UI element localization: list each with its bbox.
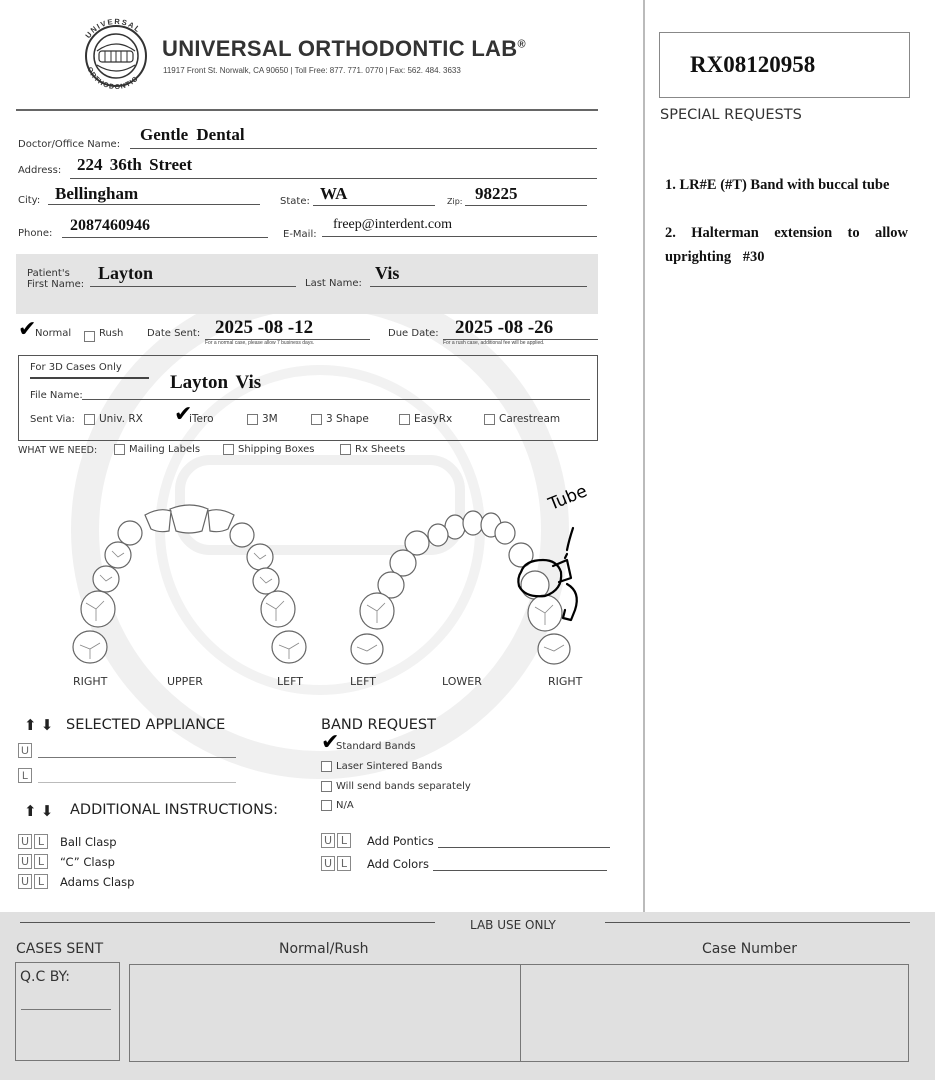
email-value[interactable]: freep@interdent.com	[333, 217, 453, 232]
phone-line	[62, 237, 268, 238]
qc-signature-line	[21, 1009, 111, 1010]
office-line	[130, 148, 597, 149]
normal-rush-box[interactable]	[129, 964, 521, 1062]
lower-right-label: RIGHT	[548, 675, 583, 688]
band-standard[interactable]: Standard Bands	[336, 741, 416, 752]
band-request-heading: BAND REQUEST	[321, 717, 436, 733]
address-label: Address:	[18, 165, 62, 176]
three-d-heading: For 3D Cases Only	[30, 362, 122, 373]
need-rx-sheets[interactable]: Rx Sheets	[340, 444, 405, 455]
zip-value[interactable]: 98225	[475, 184, 518, 203]
city-value[interactable]: Bellingham	[55, 184, 139, 203]
last-name-value[interactable]: Vis	[375, 263, 400, 283]
sent-via-carestream[interactable]: Carestream	[484, 413, 560, 425]
office-value[interactable]: Gentle Dental	[140, 125, 245, 144]
last-name-line	[370, 286, 587, 287]
standard-bands-checkmark-icon: ✔	[321, 729, 340, 754]
band-send-separately[interactable]: Will send bands separately	[321, 781, 471, 792]
sent-via-easyrx[interactable]: EasyRx	[399, 413, 452, 425]
zip-label: Zip:	[447, 197, 463, 206]
lower-label: LOWER	[442, 675, 482, 688]
rx-number: RX08120958	[690, 52, 816, 77]
three-d-heading-rule	[30, 377, 149, 379]
adams-clasp-row[interactable]: U L Adams Clasp	[18, 874, 134, 889]
upper-arch-chart[interactable]	[60, 495, 320, 670]
rush-checkbox[interactable]	[84, 328, 99, 346]
appliance-upper-row[interactable]: U	[18, 743, 236, 758]
last-name-label: Last Name:	[305, 278, 362, 289]
first-name-line	[90, 286, 296, 287]
sent-via-3m[interactable]: 3M	[247, 413, 278, 425]
special-requests-heading: SPECIAL REQUESTS	[660, 107, 802, 123]
ball-clasp-row[interactable]: U L Ball Clasp	[18, 834, 117, 849]
sent-via-univ-rx[interactable]: Univ. RX	[84, 413, 143, 425]
lab-logo	[75, 15, 157, 97]
c-clasp-row[interactable]: U L “C” Clasp	[18, 854, 115, 869]
first-name-value[interactable]: Layton	[98, 263, 154, 283]
file-name-label: File Name:	[30, 390, 83, 401]
lower-left-label: LEFT	[350, 675, 376, 688]
column-divider	[643, 0, 645, 912]
up-down-arrow-icon: ⬆ ⬇	[24, 803, 54, 820]
add-pontics-row[interactable]: U L Add Pontics	[321, 833, 610, 848]
normal-label[interactable]: Normal	[35, 328, 72, 339]
city-line	[48, 204, 260, 205]
due-date-value[interactable]: 2025 -08 -26	[455, 317, 554, 338]
header-rule	[16, 109, 598, 111]
phone-value[interactable]: 2087460946	[70, 217, 150, 234]
sent-via-3shape[interactable]: 3 Shape	[311, 413, 369, 425]
qc-by-label: Q.C BY:	[20, 969, 70, 985]
special-request-item: 2. Halterman extension to allow uprighting #30	[665, 225, 908, 265]
band-na[interactable]: N/A	[321, 800, 354, 811]
case-number-box[interactable]	[520, 964, 909, 1062]
upper-label: UPPER	[167, 675, 203, 688]
date-sent-note: For a normal case, please allow 7 business days.	[205, 340, 315, 346]
tube-annotation-text: Tube	[545, 481, 591, 515]
selected-appliance-heading: SELECTED APPLIANCE	[66, 717, 226, 733]
normal-rush-label: Normal/Rush	[279, 941, 369, 957]
file-name-value[interactable]: Layton Vis	[170, 372, 262, 393]
patient-first-label: Patient's First Name:	[27, 268, 85, 290]
itero-checkmark-icon: ✔	[174, 401, 193, 426]
file-name-line	[82, 399, 590, 400]
upper-left-label: LEFT	[277, 675, 303, 688]
add-colors-row[interactable]: U L Add Colors	[321, 856, 607, 871]
due-date-label: Due Date:	[388, 328, 439, 339]
normal-checkmark-icon: ✔	[18, 316, 37, 341]
sent-via-label: Sent Via:	[30, 414, 75, 425]
address-value[interactable]: 224 36th Street	[77, 155, 193, 174]
date-sent-value[interactable]: 2025 -08 -12	[215, 317, 314, 338]
logo-top-text: UNIVERSAL	[83, 16, 143, 40]
email-line	[322, 236, 597, 237]
need-shipping-boxes[interactable]: Shipping Boxes	[223, 444, 314, 455]
appliance-lower-row[interactable]: L	[18, 768, 236, 783]
case-number-label: Case Number	[702, 941, 797, 957]
up-down-arrow-icon: ⬆ ⬇	[24, 717, 54, 734]
date-sent-label: Date Sent:	[147, 328, 201, 339]
band-laser-sintered[interactable]: Laser Sintered Bands	[321, 761, 442, 772]
need-mailing-labels[interactable]: Mailing Labels	[114, 444, 200, 455]
due-date-note: For a rush case, additional fee will be applied.	[443, 340, 545, 346]
rush-label: Rush	[99, 328, 124, 339]
address-line	[70, 178, 597, 179]
upper-right-label: RIGHT	[73, 675, 108, 688]
phone-label: Phone:	[18, 228, 53, 239]
state-line	[313, 205, 435, 206]
lab-use-rule-left	[20, 922, 435, 923]
lab-use-rule-right	[605, 922, 910, 923]
sent-via-itero[interactable]: iTero	[189, 413, 214, 425]
what-we-need-label: WHAT WE NEED:	[18, 445, 98, 456]
lab-name: UNIVERSAL ORTHODONTIC LAB®	[162, 36, 526, 61]
cases-sent-label: CASES SENT	[16, 941, 104, 957]
special-request-item: 1. LR#E (#T) Band with buccal tube	[665, 177, 890, 193]
logo-bottom-text: ORTHODONTIC	[85, 66, 141, 92]
city-label: City:	[18, 195, 41, 206]
lab-use-heading: LAB USE ONLY	[470, 918, 556, 932]
additional-instructions-heading: ADDITIONAL INSTRUCTIONS:	[70, 802, 279, 818]
zip-line	[465, 205, 587, 206]
state-label: State:	[280, 196, 310, 207]
state-value[interactable]: WA	[320, 184, 348, 203]
lab-address: 11917 Front St. Norwalk, CA 90650 | Toll Free: 877. 771. 0770 | Fax: 562. 484. 3633	[163, 66, 461, 75]
office-label: Doctor/Office Name:	[18, 139, 121, 150]
email-label: E-Mail:	[283, 229, 317, 240]
